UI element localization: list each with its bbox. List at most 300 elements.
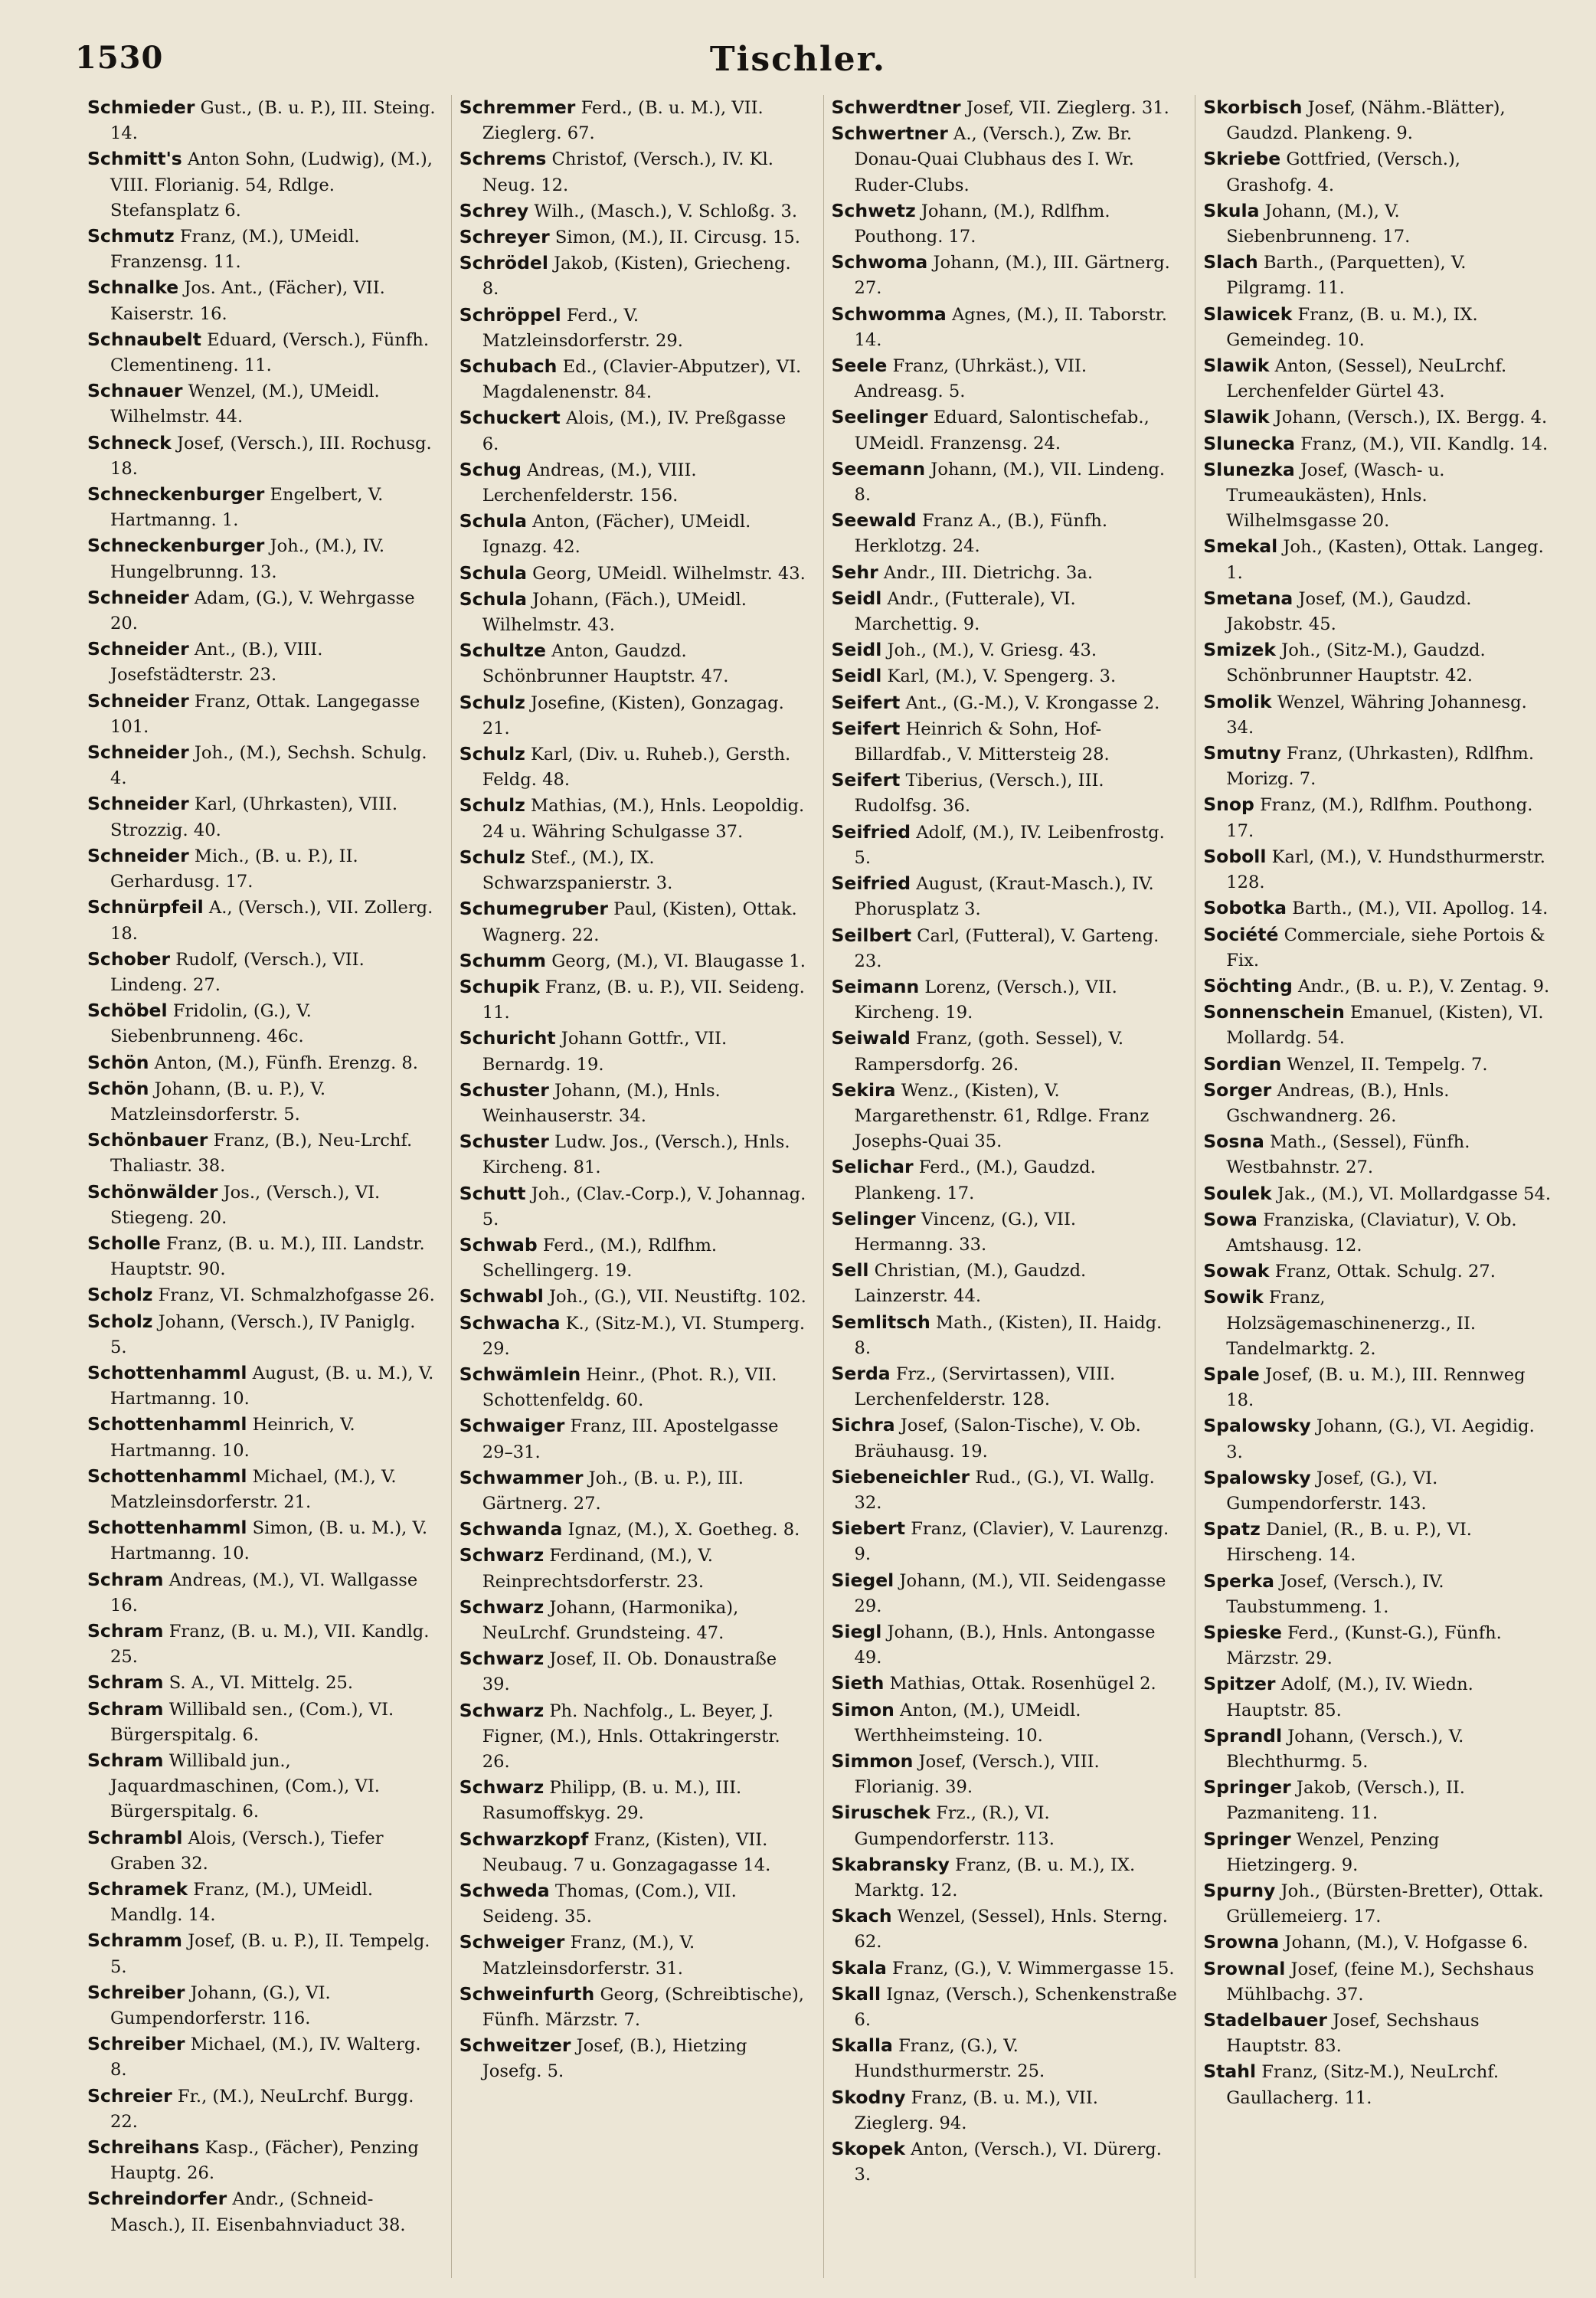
entry-details: Franz, (B. u. M.), VII. Kandlg. 25. [110, 1621, 430, 1668]
directory-entry [87, 1128, 436, 1179]
entry-name: Sowa [1203, 1208, 1258, 1230]
entry-details: Tiberius, (Versch.), III. Rudolfsg. 36. [854, 771, 1104, 817]
entry-details: Simon, (B. u. M.), V. Hartmanng. 10. [110, 1518, 428, 1564]
directory-entry [1203, 457, 1552, 535]
entry-name: Seifert [831, 717, 901, 739]
entry-details: Agnes, (M.), II. Taborstr. 14. [854, 304, 1167, 350]
entry-name: Semlitsch [831, 1311, 930, 1333]
directory-entry [1203, 1078, 1552, 1129]
entry-details: Heinrich & Sohn, Hof-Billardfab., V. Mittersteig 28. [854, 719, 1110, 765]
entry-details: Daniel, (R., B. u. P.), VI. Hirscheng. 14. [1226, 1520, 1472, 1566]
directory-entry [832, 250, 1180, 301]
entry-name: Schöbel [87, 1000, 168, 1022]
directory-entry [832, 1749, 1180, 1800]
entry-name: Siegl [831, 1620, 882, 1642]
entry-details: Wenz., (Kisten), V. Margarethenstr. 61, Rdlge. Franz Josephs-Quai 35. [854, 1080, 1150, 1152]
entry-name: Schula [459, 510, 527, 532]
directory-entry [1203, 1259, 1552, 1285]
entry-details: Johann, (G.), VI. Aegidig. 3. [1226, 1416, 1535, 1462]
directory-entry [460, 896, 808, 948]
entry-details: Ignaz, (M.), X. Goetheg. 8. [567, 1520, 800, 1540]
entry-name: Schneider [87, 689, 189, 712]
entry-details: Johann Gottfr., VII. Bernardg. 19. [482, 1029, 728, 1075]
entry-name: Schreindorfer [87, 2188, 227, 2210]
entry-details: Ferd., (M.), Rdlfhm. Schellingerg. 19. [482, 1235, 718, 1282]
directory-entry [460, 1362, 808, 1413]
entry-name: Seifried [831, 820, 911, 843]
entry-details: Johann, (M.), III. Gärtnerg. 27. [854, 253, 1170, 299]
entry-name: Schweinfurth [459, 1982, 595, 2005]
directory-entry [1203, 198, 1552, 250]
directory-entry [87, 2186, 436, 2237]
entry-name: Snop [1203, 794, 1254, 816]
entry-details: Wenzel, II. Tempelg. 7. [1287, 1054, 1488, 1075]
entry-name: Srownal [1203, 1957, 1286, 1979]
directory-entry [832, 1982, 1180, 2033]
entry-details: Anton, (M.), UMeidl. Werthheimsteing. 10. [854, 1700, 1081, 1746]
entry-name: Schmieder [87, 97, 195, 118]
entry-details: Joh., (G.), VII. Neustiftg. 102. [548, 1287, 806, 1308]
directory-entry [460, 690, 808, 741]
entry-name: Société [1203, 923, 1279, 945]
entry-details: S. A., VI. Mittelg. 25. [168, 1673, 354, 1694]
entry-name: Schmutz [87, 225, 175, 247]
entry-name: Schwerdtner [831, 97, 961, 118]
entry-name: Schula [459, 561, 527, 584]
entry-details: Franz, (B. u. M.), III. Landstr. Hauptstr. 90. [110, 1233, 425, 1280]
entry-details: Johann, (M.), VII. Lindeng. 8. [854, 459, 1166, 506]
directory-entry [1203, 404, 1552, 430]
directory-entry [87, 1670, 436, 1696]
entry-details: Franz A., (B.), Fünfh. Herklotzg. 24. [854, 511, 1108, 557]
entry-name: Skorbisch [1203, 97, 1303, 118]
entry-details: Franz, (Kisten), VII. Neubaug. 7 u. Gonzagagasse 14. [482, 1829, 771, 1875]
directory-entry [460, 1129, 808, 1180]
entry-details: Johann, (Versch.), IX. Bergg. 4. [1274, 408, 1548, 428]
entry-details: Ludw. Jos., (Versch.), Hnls. Kircheng. 81. [482, 1132, 790, 1178]
entry-name: Skopek [831, 2138, 905, 2160]
directory-entry [460, 741, 808, 793]
entry-details: Adam, (G.), V. Wehrgasse 20. [110, 588, 415, 634]
entry-name: Schneider [87, 638, 189, 660]
entry-name: Schram [87, 1671, 164, 1694]
directory-entry [1203, 1930, 1552, 1956]
entry-details: Franz, (Sitz-M.), NeuLrchf. Gaullacherg. 11. [1226, 2062, 1500, 2108]
column-4 [1195, 95, 1552, 2278]
directory-entry [87, 1877, 436, 1928]
entry-name: Sorger [1203, 1079, 1272, 1101]
entry-details: Fridolin, (G.), V. Siebenbrunneng. 46c. [110, 1001, 312, 1047]
entry-name: Sehr [831, 561, 878, 583]
directory-entry [1203, 1129, 1552, 1180]
entry-details: Barth., (M.), VII. Apollog. 14. [1292, 899, 1549, 919]
entry-name: Schwarz [459, 1776, 545, 1799]
entry-name: Smutny [1203, 742, 1281, 764]
directory-entry [832, 1671, 1180, 1697]
directory-entry [1203, 1207, 1552, 1259]
entry-name: Springer [1203, 1776, 1291, 1799]
directory-entry [832, 1800, 1180, 1851]
directory-entry [87, 791, 436, 843]
entry-details: Michael, (M.), V. Matzleinsdorferstr. 21. [110, 1466, 397, 1512]
entry-details: Franz, (B. u. M.), VII. Zieglerg. 94. [854, 2087, 1098, 2133]
directory-entry [460, 1026, 808, 1077]
directory-entry [460, 198, 808, 224]
entry-name: Schrödel [459, 252, 548, 274]
entry-details: Adolf, (M.), IV. Wiedn. Hauptstr. 85. [1226, 1674, 1473, 1720]
entry-details: Ignaz, (Versch.), Schenkenstraße 6. [854, 1984, 1177, 2031]
directory-entry [832, 2136, 1180, 2188]
entry-details: Stef., (M.), IX. Schwarzspanierstr. 3. [482, 847, 673, 894]
entry-name: Schreiber [87, 1981, 185, 2003]
directory-entry [460, 303, 808, 354]
entry-name: Skriebe [1203, 148, 1281, 170]
entry-name: Soulek [1203, 1182, 1272, 1204]
directory-entry [1203, 1000, 1552, 1051]
entry-name: Slunezka [1203, 458, 1295, 480]
entry-name: Schreiber [87, 2033, 185, 2055]
directory-entry [832, 1310, 1180, 1361]
entry-name: Scholz [87, 1310, 153, 1332]
directory-entry [1203, 302, 1552, 353]
column-2 [451, 95, 808, 2278]
directory-entry [460, 457, 808, 509]
directory-entry [832, 1154, 1180, 1206]
entry-details: Ferd., (M.), Gaudzd. Plankeng. 17. [854, 1157, 1096, 1203]
directory-entry [87, 224, 436, 275]
entry-details: Franz, III. Apostelgasse 29–31. [482, 1416, 779, 1462]
entry-name: Smolik [1203, 690, 1272, 712]
entry-name: Schula [459, 588, 527, 610]
directory-entry [87, 1309, 436, 1360]
directory-entry [460, 224, 808, 250]
entry-name: Schwab [459, 1233, 538, 1255]
entry-name: Schön [87, 1077, 149, 1099]
entry-details: Paul, (Kisten), Ottak. Wagnerg. 22. [482, 899, 797, 945]
entry-details: Kasp., (Fächer), Penzing Hauptg. 26. [110, 2138, 419, 2184]
directory-entry [460, 1595, 808, 1646]
directory-entry [87, 740, 436, 791]
column-3 [823, 95, 1180, 2278]
entry-name: Schumm [459, 949, 547, 971]
entry-details: Carl, (Futteral), V. Garteng. 23. [854, 925, 1159, 971]
entry-details: Josef, (M.), Gaudzd. Jakobstr. 45. [1226, 588, 1472, 635]
entry-details: Franz, (Uhrkasten), Rdlfhm. Morizg. 7. [1226, 744, 1535, 790]
entry-details: Andr., (Futterale), VI. Marchettig. 9. [854, 588, 1076, 635]
entry-details: Andreas, (M.), VIII. Lerchenfelderstr. 156. [482, 460, 697, 506]
directory-entry [87, 533, 436, 584]
entry-details: Ferd., V. Matzleinsdorferstr. 29. [482, 305, 683, 351]
entry-details: Anton Sohn, (Ludwig), (M.), VIII. Florianig. 54, Rdlge. Stefansplatz 6. [110, 149, 433, 221]
entry-details: A., (Versch.), VII. Zollerg. 18. [110, 898, 433, 944]
entry-name: Schumegruber [459, 898, 608, 920]
entry-details: Joh., (Kasten), Ottak. Langeg. 1. [1226, 537, 1544, 583]
entry-name: Schulz [459, 691, 525, 713]
entry-details: Ferd., (Kunst-G.), Fünfh. Märzstr. 29. [1226, 1622, 1502, 1669]
entry-name: Skall [831, 1982, 881, 2005]
entry-details: Mathias, Ottak. Rosenhügel 2. [889, 1674, 1156, 1694]
entry-name: Schneider [87, 586, 189, 608]
directory-entry [460, 250, 808, 302]
directory-entry [87, 1980, 436, 2031]
entry-details: Ph. Nachfolg., L. Beyer, J. Figner, (M.), Hnls. Ottakringerstr. 26. [482, 1701, 780, 1772]
directory-entry [832, 1619, 1180, 1671]
entry-name: Schwarz [459, 1648, 545, 1670]
entry-name: Schwanda [459, 1518, 563, 1540]
entry-name: Schubach [459, 355, 558, 378]
directory-entry [1203, 844, 1552, 895]
directory-entry [460, 561, 808, 587]
entry-name: Sichra [831, 1414, 895, 1436]
directory-entry [87, 327, 436, 378]
directory-entry [460, 146, 808, 198]
entry-details: Ed., (Clavier-Abputzer), VI. Magdalenenstr. 84. [482, 357, 802, 403]
entry-name: Smekal [1203, 535, 1278, 558]
entry-name: Simon [831, 1698, 894, 1720]
entry-name: Schwacha [459, 1311, 561, 1334]
entry-name: Schremmer [459, 97, 576, 118]
entry-details: Jak., (M.), VI. Mollardgasse 54. [1277, 1183, 1552, 1204]
entry-details: Josef, (B. u. M.), III. Rennweg 18. [1226, 1364, 1526, 1411]
entry-name: Sordian [1203, 1052, 1282, 1075]
entry-name: Schwämlein [459, 1363, 581, 1385]
directory-entry [832, 820, 1180, 871]
entry-details: Emanuel, (Kisten), VI. Mollardg. 54. [1226, 1003, 1544, 1049]
entry-details: Johann, (M.), Rdlfhm. Pouthong. 17. [854, 201, 1110, 247]
directory-entry [1203, 895, 1552, 921]
entry-name: Schwomma [831, 303, 947, 325]
entry-details: Franz, Holzsägemaschinenerzg., II. Tandelmarktg. 2. [1226, 1288, 1477, 1359]
entry-name: Schwoma [831, 251, 928, 273]
directory-entry [460, 1878, 808, 1930]
directory-entry [1203, 637, 1552, 689]
directory-entry [87, 482, 436, 533]
entry-details: Simon, (M.), II. Circusg. 15. [554, 228, 800, 248]
entry-name: Schottenhamml [87, 1465, 247, 1487]
entry-details: Josef, (B.), Hietzing Josefg. 5. [482, 2036, 747, 2082]
directory-entry [87, 275, 436, 326]
directory-entry [460, 587, 808, 638]
directory-entry [832, 95, 1180, 121]
entry-details: Jos., (Versch.), VI. Stiegeng. 20. [110, 1182, 381, 1228]
entry-details: Josef, (Salon-Tische), V. Ob. Bräuhausg. 19. [854, 1416, 1141, 1462]
entry-name: Seifert [831, 691, 901, 713]
directory-entry [87, 1464, 436, 1515]
entry-name: Schneckenburger [87, 535, 265, 557]
directory-entry [1203, 586, 1552, 637]
entry-name: Scholle [87, 1232, 161, 1254]
entry-name: Schutt [459, 1182, 526, 1204]
entry-details: Joh., (Clav.-Corp.), V. Johannag. 5. [482, 1183, 806, 1229]
directory-entry [1203, 792, 1552, 843]
entry-details: Fr., (M.), NeuLrchf. Burgg. 22. [110, 2086, 414, 2132]
entry-name: Spalowsky [1203, 1415, 1311, 1437]
entry-details: August, (Kraut-Masch.), IV. Phorusplatz 3. [854, 874, 1154, 920]
entry-details: August, (B. u. M.), V. Hartmanng. 10. [110, 1363, 434, 1409]
directory-entry [460, 638, 808, 689]
directory-entry [460, 845, 808, 896]
directory-entry [1203, 431, 1552, 457]
entry-details: Rudolf, (Versch.), VII. Lindeng. 27. [110, 949, 365, 995]
entry-name: Schottenhamml [87, 1517, 247, 1539]
directory-entry [87, 2084, 436, 2135]
entry-details: Johann, (Versch.), IV Paniglg. 5. [110, 1311, 416, 1357]
entry-name: Spieske [1203, 1621, 1282, 1643]
entry-details: Anton, (Sessel), NeuLrchf. Lerchenfelder Gürtel 43. [1226, 356, 1507, 402]
entry-name: Spurny [1203, 1880, 1276, 1902]
directory-entry [832, 508, 1180, 559]
entry-details: Anton, Gaudzd. Schönbrunner Hauptstr. 47. [482, 641, 729, 687]
entry-details: Christian, (M.), Gaudzd. Lainzerstr. 44. [854, 1261, 1087, 1307]
entry-details: Johann, (G.), VI. Gumpendorferstr. 116. [110, 1982, 331, 2029]
entry-details: Vincenz, (G.), VII. Hermanng. 33. [854, 1209, 1077, 1255]
directory-entry [1203, 1569, 1552, 1620]
page-header [0, 40, 1596, 83]
directory-entry [87, 1567, 436, 1619]
entry-name: Sonnenschein [1203, 1001, 1345, 1023]
directory-entry [832, 1568, 1180, 1619]
entry-details: Andreas, (M.), VI. Wallgasse 16. [110, 1570, 418, 1615]
entry-details: Mich., (B. u. P.), II. Gerhardusg. 17. [110, 846, 358, 892]
entry-name: Schwabl [459, 1285, 544, 1308]
entry-name: Skodny [831, 2086, 906, 2108]
directory-entry [87, 1515, 436, 1566]
entry-name: Schneider [87, 844, 189, 866]
directory-entry [832, 1258, 1180, 1309]
entry-name: Schramek [87, 1878, 188, 1900]
entry-details: Johann, (Fäch.), UMeidl. Wilhelmstr. 43. [482, 589, 747, 636]
entry-details: Gust., (B. u. P.), III. Steing. 14. [110, 98, 436, 144]
directory-entry [832, 663, 1180, 689]
entry-name: Seifried [831, 872, 911, 895]
directory-entry [1203, 689, 1552, 741]
entry-name: Schottenhamml [87, 1413, 247, 1435]
entry-details: Jos. Ant., (Fächer), VII. Kaiserstr. 16. [110, 278, 385, 324]
directory-entry [460, 1465, 808, 1517]
directory-entry [832, 1956, 1180, 1982]
directory-entry [1203, 1052, 1552, 1078]
directory-entry [460, 1517, 808, 1543]
entry-name: Schrey [459, 199, 529, 221]
entry-details: Jakob, (Kisten), Griecheng. 8. [482, 254, 791, 300]
entry-name: Schröppel [459, 303, 561, 326]
entry-details: Eduard, Salontischefab., UMeidl. Franzensg. 24. [854, 408, 1150, 453]
directory-entry [460, 1827, 808, 1878]
entry-name: Schneck [87, 431, 172, 453]
directory-entry [832, 121, 1180, 198]
directory-entry [832, 637, 1180, 663]
directory-entry [832, 404, 1180, 456]
entry-name: Sekira [831, 1079, 896, 1101]
entry-details: Franz, (M.), UMeidl. Mandlg. 14. [110, 1880, 374, 1926]
entry-name: Schneckenburger [87, 483, 265, 506]
entry-details: Andr., (Schneid-Masch.), II. Eisenbahnviaduct 38. [110, 2189, 406, 2235]
entry-name: Stadelbauer [1203, 2009, 1328, 2031]
entry-details: Franz, (goth. Sessel), V. Rampersdorfg. 26. [854, 1029, 1124, 1075]
directory-entry [1203, 2008, 1552, 2059]
entry-details: Johann, (M.), V. Siebenbrunneng. 17. [1226, 201, 1411, 247]
entry-name: Sell [831, 1259, 869, 1282]
entry-details: Joh., (M.), IV. Hungelbrunng. 13. [110, 536, 385, 582]
entry-details: Franz, (M.), Rdlfhm. Pouthong. 17. [1226, 795, 1533, 841]
entry-details: Commerciale, siehe Portois & Fix. [1226, 925, 1545, 971]
entry-details: Andr., (B. u. P.), V. Zentag. 9. [1298, 976, 1550, 997]
entry-details: Christof, (Versch.), IV. Kl. Neug. 12. [482, 149, 773, 195]
entry-name: Spale [1203, 1363, 1260, 1385]
directory-entry [460, 1775, 808, 1826]
directory-entry [87, 585, 436, 637]
directory-entry [832, 1697, 1180, 1749]
directory-entry [460, 95, 808, 146]
entry-details: Franziska, (Claviatur), V. Ob. Amtshausg. 12. [1226, 1210, 1517, 1255]
entry-name: Schrems [459, 148, 547, 170]
entry-details: Ferd., (B. u. M.), VII. Zieglerg. 67. [482, 98, 764, 144]
entry-details: Joh., (B. u. P.), III. Gärtnerg. 27. [482, 1468, 744, 1514]
entry-name: Sieth [831, 1672, 885, 1694]
entry-name: Schuster [459, 1079, 549, 1101]
entry-name: Smizek [1203, 639, 1276, 661]
entry-details: Johann, (Versch.), V. Blechthurmg. 5. [1226, 1726, 1464, 1772]
directory-entry [87, 2031, 436, 2083]
directory-entry [460, 509, 808, 560]
entry-name: Srowna [1203, 1931, 1280, 1953]
directory-entry [832, 1413, 1180, 1464]
directory-entry [460, 1982, 808, 2033]
directory-entry [87, 2135, 436, 2186]
entry-name: Schug [459, 458, 522, 480]
entry-details: Franz, (M.), VII. Kandlg. 14. [1300, 434, 1549, 454]
entry-details: Lorenz, (Versch.), VII. Kircheng. 19. [854, 977, 1117, 1023]
directory-entry [87, 637, 436, 688]
entry-name: Schweitzer [459, 2034, 571, 2057]
entry-name: Seelinger [831, 406, 928, 428]
entry-name: Sobotka [1203, 897, 1287, 919]
entry-details: Wenzel, Währing Johannesg. 34. [1226, 692, 1527, 738]
directory-entry [1203, 974, 1552, 1000]
entry-details: Johann, (B.), Hnls. Antongasse 49. [854, 1622, 1156, 1668]
column-1 [87, 95, 436, 2278]
entry-details: Willibald jun., Jaquardmaschinen, (Com.), VI. Bürgerspitalg. 6. [110, 1751, 380, 1822]
entry-details: Anton, (Fächer), UMeidl. Ignazg. 42. [482, 512, 751, 558]
entry-details: Andr., III. Dietrichg. 3a. [883, 562, 1094, 583]
directory-entry [87, 1231, 436, 1282]
entry-details: Josefine, (Kisten), Gonzagag. 21. [482, 692, 784, 738]
entry-name: Seidl [831, 639, 882, 661]
directory-entry [832, 353, 1180, 404]
entry-name: Schwertner [831, 123, 948, 145]
entry-name: Schram [87, 1750, 164, 1771]
directory-entry [832, 198, 1180, 250]
directory-entry [460, 974, 808, 1026]
entry-name: Schwaiger [459, 1415, 565, 1437]
page-title: Tischler. [709, 40, 887, 79]
entry-details: Barth., (Parquetten), V. Pilgramg. 11. [1226, 253, 1467, 299]
entry-details: Anton, (M.), Fünfh. Erenzg. 8. [154, 1052, 418, 1073]
entry-details: Joh., (Sitz-M.), Gaudzd. Schönbrunner Hauptstr. 42. [1226, 640, 1486, 686]
entry-name: Siruschek [831, 1802, 931, 1824]
entry-details: Heinr., (Phot. R.), VII. Schottenfeldg. 60. [482, 1364, 777, 1411]
entry-name: Slawik [1203, 406, 1270, 428]
directory-entry [1203, 1878, 1552, 1930]
directory-entry [87, 1412, 436, 1463]
entry-name: Sperka [1203, 1570, 1275, 1592]
directory-entry [832, 457, 1180, 508]
entry-details: Karl, (M.), V. Spengerg. 3. [887, 666, 1117, 687]
directory-columns [87, 95, 1552, 2278]
directory-entry [832, 1852, 1180, 1904]
directory-entry [87, 1697, 436, 1748]
entry-details: Johann, (B. u. P.), V. Matzleinsdorferstr. 5. [110, 1079, 326, 1124]
